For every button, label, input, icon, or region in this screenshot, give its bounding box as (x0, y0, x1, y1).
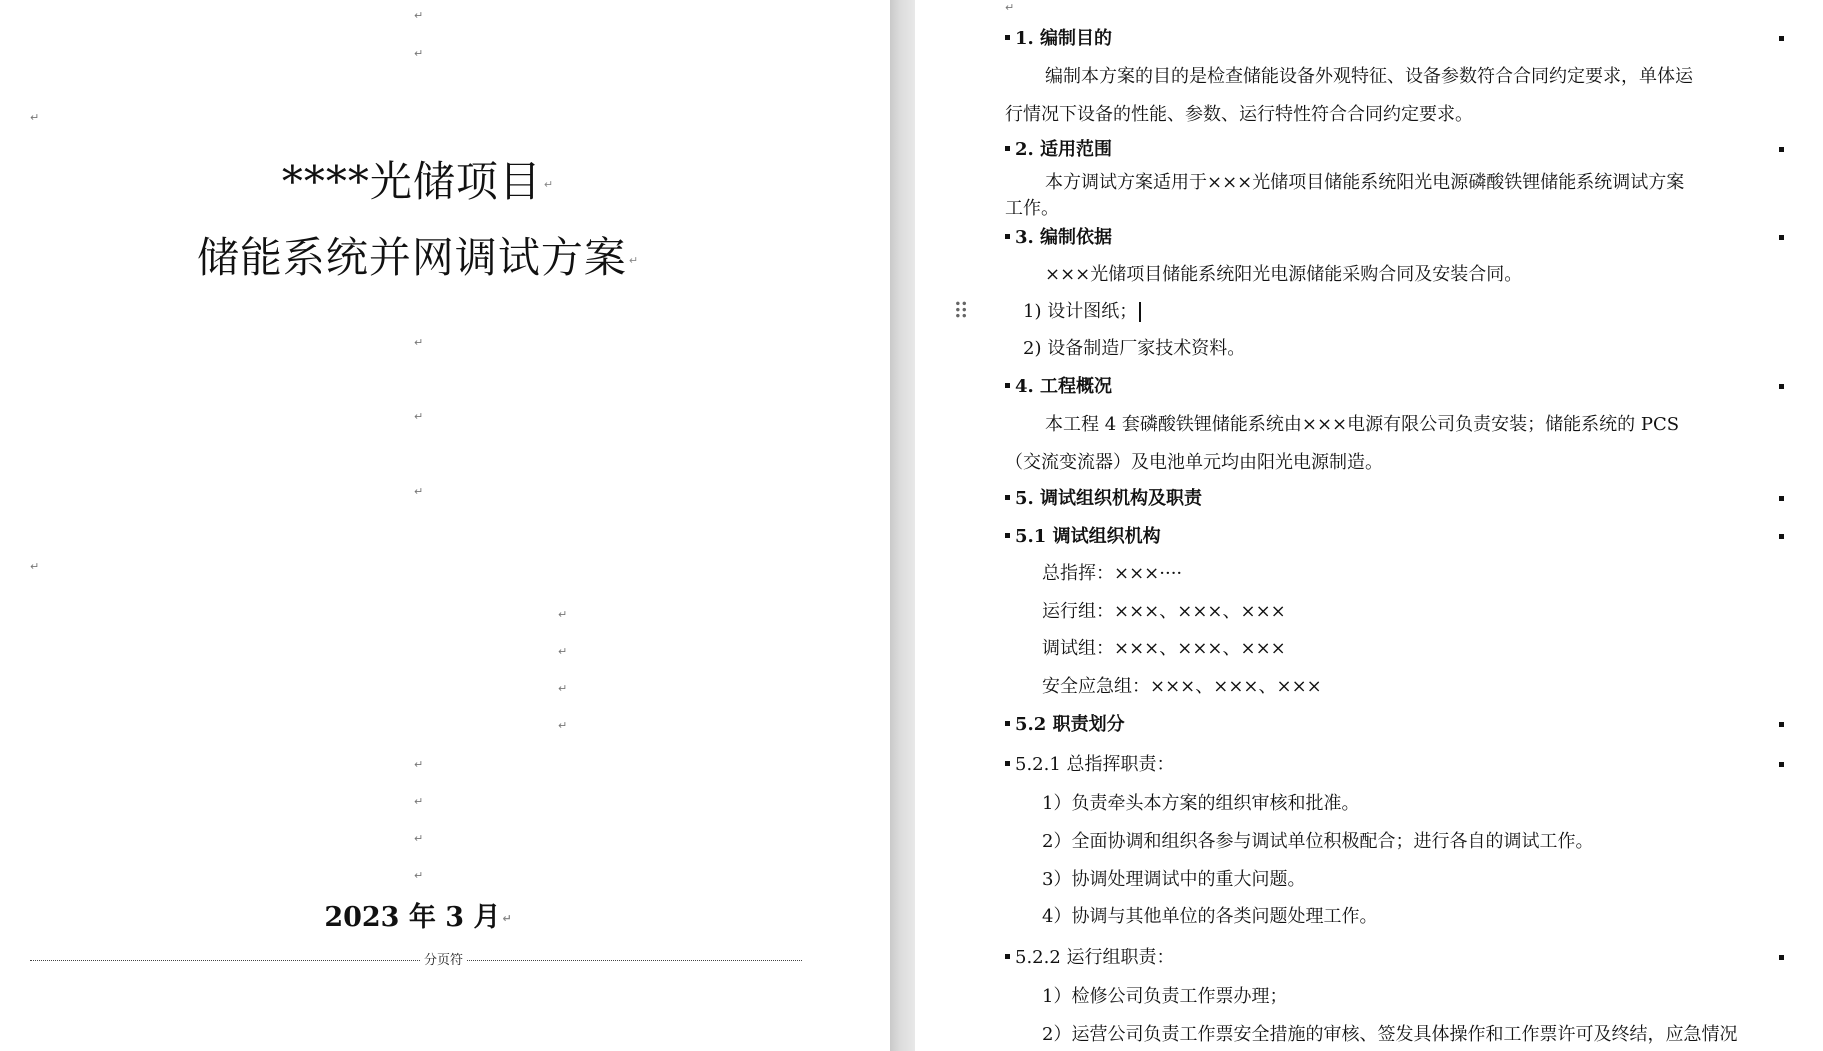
heading-marker (1779, 384, 1784, 389)
org-commander[interactable]: 总指挥：×××···· (1042, 563, 1183, 584)
paragraph-mark: ↵ (414, 485, 424, 498)
operations-duty-2[interactable]: 2）运营公司负责工作票安全措施的审核、签发具体操作和工作票许可及终结，应急情况 (1042, 1024, 1738, 1045)
cover-title-line1: ****光储项目 ↵ (281, 157, 555, 206)
paragraph-mark: ↵ (414, 336, 424, 349)
section-3-item-2[interactable]: 2) 设备制造厂家技术资料。 (1023, 338, 1246, 359)
cover-page (0, 0, 890, 1051)
text-cursor (1139, 302, 1141, 322)
section-5-1-heading[interactable]: 5.1 调试组织机构 (1005, 518, 1697, 556)
paragraph-mark: ↵ (558, 719, 568, 732)
section-5-2-heading[interactable]: 5.2 职责划分 (1005, 706, 1697, 744)
paragraph-mark: ↵ (414, 832, 424, 845)
heading-marker (1779, 955, 1784, 960)
paragraph-mark: ↵ (628, 254, 640, 267)
paragraph-mark: ↵ (558, 682, 568, 695)
heading-marker (1779, 762, 1784, 767)
org-operations[interactable]: 运行组：×××、×××、××× (1042, 601, 1286, 622)
paragraph-mark: ↵ (414, 47, 424, 60)
section-5-2-2-heading[interactable]: 5.2.2 运行组职责： (1005, 939, 1697, 977)
commander-duty-3[interactable]: 3）协调处理调试中的重大问题。 (1042, 869, 1306, 890)
section-2-heading[interactable]: 2. 适用范围 (1005, 131, 1697, 169)
heading-bullet (1005, 761, 1010, 766)
heading-bullet (1005, 35, 1010, 40)
heading-bullet (1005, 495, 1010, 500)
heading-bullet (1005, 383, 1010, 388)
org-commissioning[interactable]: 调试组：×××、×××、××× (1042, 638, 1286, 659)
paragraph-mark: ↵ (543, 178, 555, 191)
section-4-body[interactable]: 本工程 4 套磷酸铁锂储能系统由×××电源有限公司负责安装；储能系统的 PCS（交流变流器）及电池单元均由阳光电源制造。 (1005, 414, 1680, 473)
heading-marker (1779, 496, 1784, 501)
page-break (30, 953, 802, 968)
section-5-heading[interactable]: 5. 调试组织机构及职责 (1005, 480, 1697, 518)
page-break-label: 分页符 (420, 953, 467, 969)
commander-duty-2[interactable]: 2）全面协调和组织各参与调试单位积极配合；进行各自的调试工作。 (1042, 831, 1594, 852)
heading-bullet (1005, 146, 1010, 151)
cover-date: 2023 年 3 月 ↵ (324, 902, 512, 933)
section-3-item-1[interactable]: 1) 设计图纸； (1023, 293, 1715, 331)
paragraph-mark: ↵ (30, 111, 40, 124)
commander-duty-4[interactable]: 4）协调与其他单位的各类问题处理工作。 (1042, 906, 1378, 927)
section-2-body[interactable]: 本方调试方案适用于×××光储项目储能系统阳光电源磷酸铁锂储能系统调试方案工作。 (1005, 172, 1685, 219)
heading-marker (1779, 534, 1784, 539)
paragraph-mark: ↵ (30, 560, 40, 573)
section-1-heading[interactable]: 1. 编制目的 (1005, 20, 1697, 58)
section-5-2-1-heading[interactable]: 5.2.1 总指挥职责： (1005, 746, 1697, 784)
paragraph-mark: ↵ (414, 869, 424, 882)
paragraph-mark: ↵ (414, 795, 424, 808)
heading-bullet (1005, 234, 1010, 239)
section-3-body[interactable]: ×××光储项目储能系统阳光电源储能采购合同及安装合同。 (1045, 264, 1523, 285)
heading-bullet (1005, 533, 1010, 538)
paragraph-mark: ↵ (414, 9, 424, 22)
section-3-heading[interactable]: 3. 编制依据 (1005, 219, 1697, 257)
heading-marker (1779, 235, 1784, 240)
paragraph-mark: ↵ (502, 911, 512, 925)
paragraph-mark: ↵ (414, 410, 424, 423)
section-4-heading[interactable]: 4. 工程概况 (1005, 368, 1697, 406)
content-page (915, 0, 1823, 1051)
heading-marker (1779, 36, 1784, 41)
paragraph-mark: ↵ (558, 645, 568, 658)
drag-handle-icon[interactable]: ⠿ (953, 300, 970, 325)
commander-duty-1[interactable]: 1）负责牵头本方案的组织审核和批准。 (1042, 793, 1360, 814)
operations-duty-1[interactable]: 1）检修公司负责工作票办理； (1042, 986, 1288, 1007)
paragraph-mark: ↵ (414, 758, 424, 771)
cover-title-line2: 储能系统并网调试方案 ↵ (196, 233, 640, 282)
page-gutter (890, 0, 915, 1051)
heading-bullet (1005, 721, 1010, 726)
heading-marker (1779, 147, 1784, 152)
heading-bullet (1005, 954, 1010, 959)
section-1-body[interactable]: 编制本方案的目的是检查储能设备外观特征、设备参数符合合同约定要求，单体运行情况下设备的性能、参数、运行特性符合合同约定要求。 (1005, 66, 1693, 125)
org-safety[interactable]: 安全应急组：×××、×××、××× (1042, 676, 1322, 697)
paragraph-mark: ↵ (558, 608, 568, 621)
heading-marker (1779, 722, 1784, 727)
paragraph-mark: ↵ (1005, 1, 1015, 14)
